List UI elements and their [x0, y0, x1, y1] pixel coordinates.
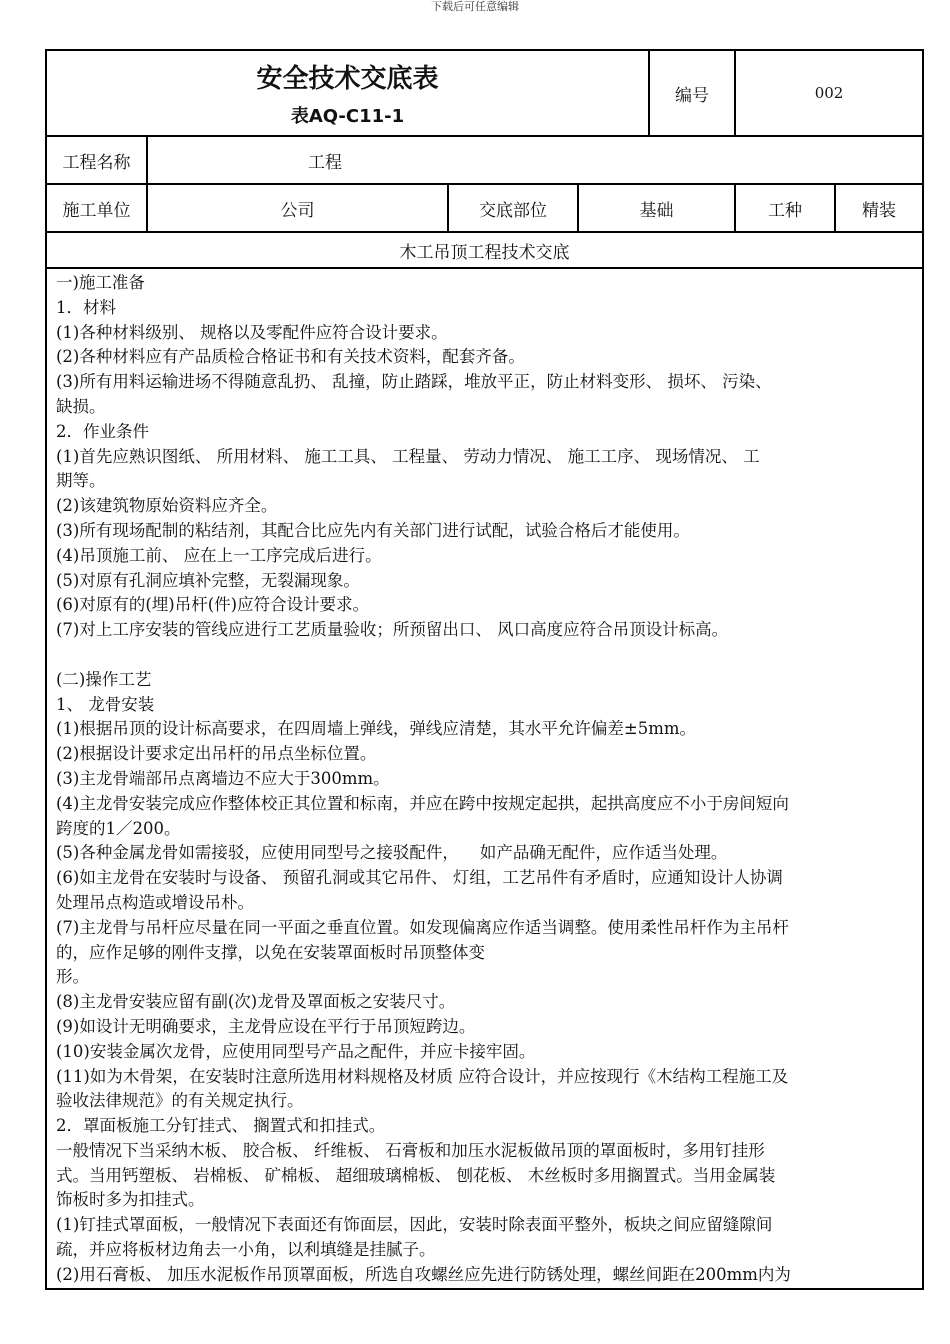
content-line: 期等。 — [56, 471, 106, 491]
form-title: 安全技术交底表 — [256, 64, 439, 94]
project-name-value — [147, 136, 923, 184]
content-line: (7)主龙骨与吊杆应尽量在同一平面之垂直位置。如发现偏离应作适当调整。使用柔性吊杆作为主吊杆 — [56, 917, 789, 937]
construction-unit-value: 公司 — [147, 184, 448, 232]
disclosure-content — [46, 268, 923, 1289]
content-line: (5)各种金属龙骨如需接驳，应使用同型号之接驳配件， 如产品确无配件，应作适当处理。 — [56, 843, 728, 863]
content-line: (2)各种材料应有产品质检合格证书和有关技术资料，配套齐备。 — [56, 347, 525, 367]
content-line: 形。 — [56, 967, 89, 987]
content-line: 饰板时多为扣挂式。 — [56, 1190, 205, 1210]
content-line: 缺损。 — [56, 396, 106, 416]
disclosure-part-label: 交底部位 — [448, 184, 578, 232]
form-title-cell — [46, 50, 649, 136]
content-line: (2)该建筑物原始资料应齐全。 — [56, 496, 278, 516]
content-line: 一般情况下当采纳木板、 胶合板、 纤维板、 石膏板和加压水泥板做吊顶的罩面板时，多用钉挂形 — [56, 1140, 765, 1160]
content-line: (2)用石膏板、 加压水泥板作吊顶罩面板，所选自攻螺丝应先进行防锈处理，螺丝间距在200mm内为 — [56, 1264, 791, 1284]
content-line: (10)安装金属次龙骨，应使用同型号产品之配件，并应卡接牢固。 — [56, 1041, 536, 1061]
content-line: (3)所有现场配制的粘结剂，其配合比应先内有关部门进行试配，试验合格后才能使用。 — [56, 520, 690, 540]
page-header-note: 下载后可任意编辑 — [431, 0, 519, 13]
content-line: 处理吊点构造或增设吊朴。 — [56, 892, 254, 912]
section-heading: 木工吊顶工程技术交底 — [46, 232, 923, 268]
content-line: (3)主龙骨端部吊点离墙边不应大于300mm。 — [56, 768, 390, 788]
content-line: 式。当用钙塑板、 岩棉板、 矿棉板、 超细玻璃棉板、 刨花板、 木丝板时多用搁置式。当用金属装 — [56, 1165, 776, 1185]
content-line: 验收法律规范》的有关规定执行。 — [56, 1091, 304, 1111]
content-line: 2．罩面板施工分钉挂式、 搁置式和扣挂式。 — [56, 1116, 386, 1136]
content-line: (4)吊顶施工前、 应在上一工序完成后进行。 — [56, 545, 382, 565]
content-line: (7)对上工序安装的管线应进行工艺质量验收；所预留出口、 风口高度应符合吊顶设计标高。 — [56, 620, 729, 640]
content-line: 跨度的1／200。 — [56, 818, 181, 838]
content-line: 1、 龙骨安装 — [56, 694, 155, 714]
construction-unit-label: 施工单位 — [46, 184, 147, 232]
content-line: (5)对原有孔洞应填补完整，无裂漏现象。 — [56, 570, 360, 590]
project-name-text: 工程 — [308, 152, 342, 173]
content-line: 1．材料 — [56, 297, 116, 317]
number-label: 编号 — [649, 50, 735, 136]
content-line: (二)操作工艺 — [56, 669, 152, 689]
content-line: (1)钉挂式罩面板，一般情况下表面还有饰面层，因此，安装时除表面平整外，板块之间应留缝隙间 — [56, 1215, 773, 1235]
content-line: (6)如主龙骨在安装时与设备、 预留孔洞或其它吊件、 灯组，工艺吊件有矛盾时，应通知设计人协调 — [56, 868, 783, 888]
content-line: 的，应作足够的刚件支撑，以免在安装罩面板时吊顶整体变 — [56, 942, 485, 962]
number-value: 002 — [735, 50, 923, 136]
content-line: (9)如设计无明确要求，主龙骨应设在平行于吊顶短跨边。 — [56, 1016, 476, 1036]
content-line: 2．作业条件 — [56, 421, 149, 441]
content-line: (4)主龙骨安装完成应作整体校正其位置和标南，并应在跨中按规定起拱，起拱高度应不小于房间短向 — [56, 793, 789, 813]
content-line: (2)根据设计要求定出吊杆的吊点坐标位置。 — [56, 744, 377, 764]
safety-disclosure-form — [45, 49, 924, 1290]
content-line: (1)根据吊顶的设计标高要求，在四周墙上弹线，弹线应清楚，其水平允许偏差±5mm。 — [56, 719, 696, 739]
content-line: 一)施工准备 — [56, 273, 145, 292]
content-line: (8)主龙骨安装应留有副(次)龙骨及罩面板之安装尺寸。 — [56, 992, 456, 1012]
disclosure-part-value: 基础 — [578, 184, 735, 232]
trade-label: 工种 — [735, 184, 835, 232]
content-line — [56, 643, 912, 668]
form-subtitle: 表AQ-C11-1 — [290, 106, 405, 127]
content-line: 疏，并应将板材边角去一小角，以利填缝是挂腻子。 — [56, 1240, 436, 1260]
project-name-label: 工程名称 — [46, 136, 147, 184]
content-line: (3)所有用料运输进场不得随意乱扔、 乱撞，防止踏踩，堆放平正，防止材料变形、 损坏、 污染、 — [56, 372, 772, 392]
content-line: (11)如为木骨架，在安装时注意所选用材料规格及材质 应符合设计，并应按现行《木结构工程施工及 — [56, 1066, 789, 1086]
content-line: (1)各种材料级别、 规格以及零配件应符合设计要求。 — [56, 322, 448, 342]
content-line: (6)对原有的(埋)吊杆(件)应符合设计要求。 — [56, 595, 370, 615]
content-body — [56, 271, 912, 1288]
content-line: (1)首先应熟识图纸、 所用材料、 施工工具、 工程量、 劳动力情况、 施工工序、 现场情况、 工 — [56, 446, 760, 466]
trade-value: 精装 — [835, 184, 923, 232]
